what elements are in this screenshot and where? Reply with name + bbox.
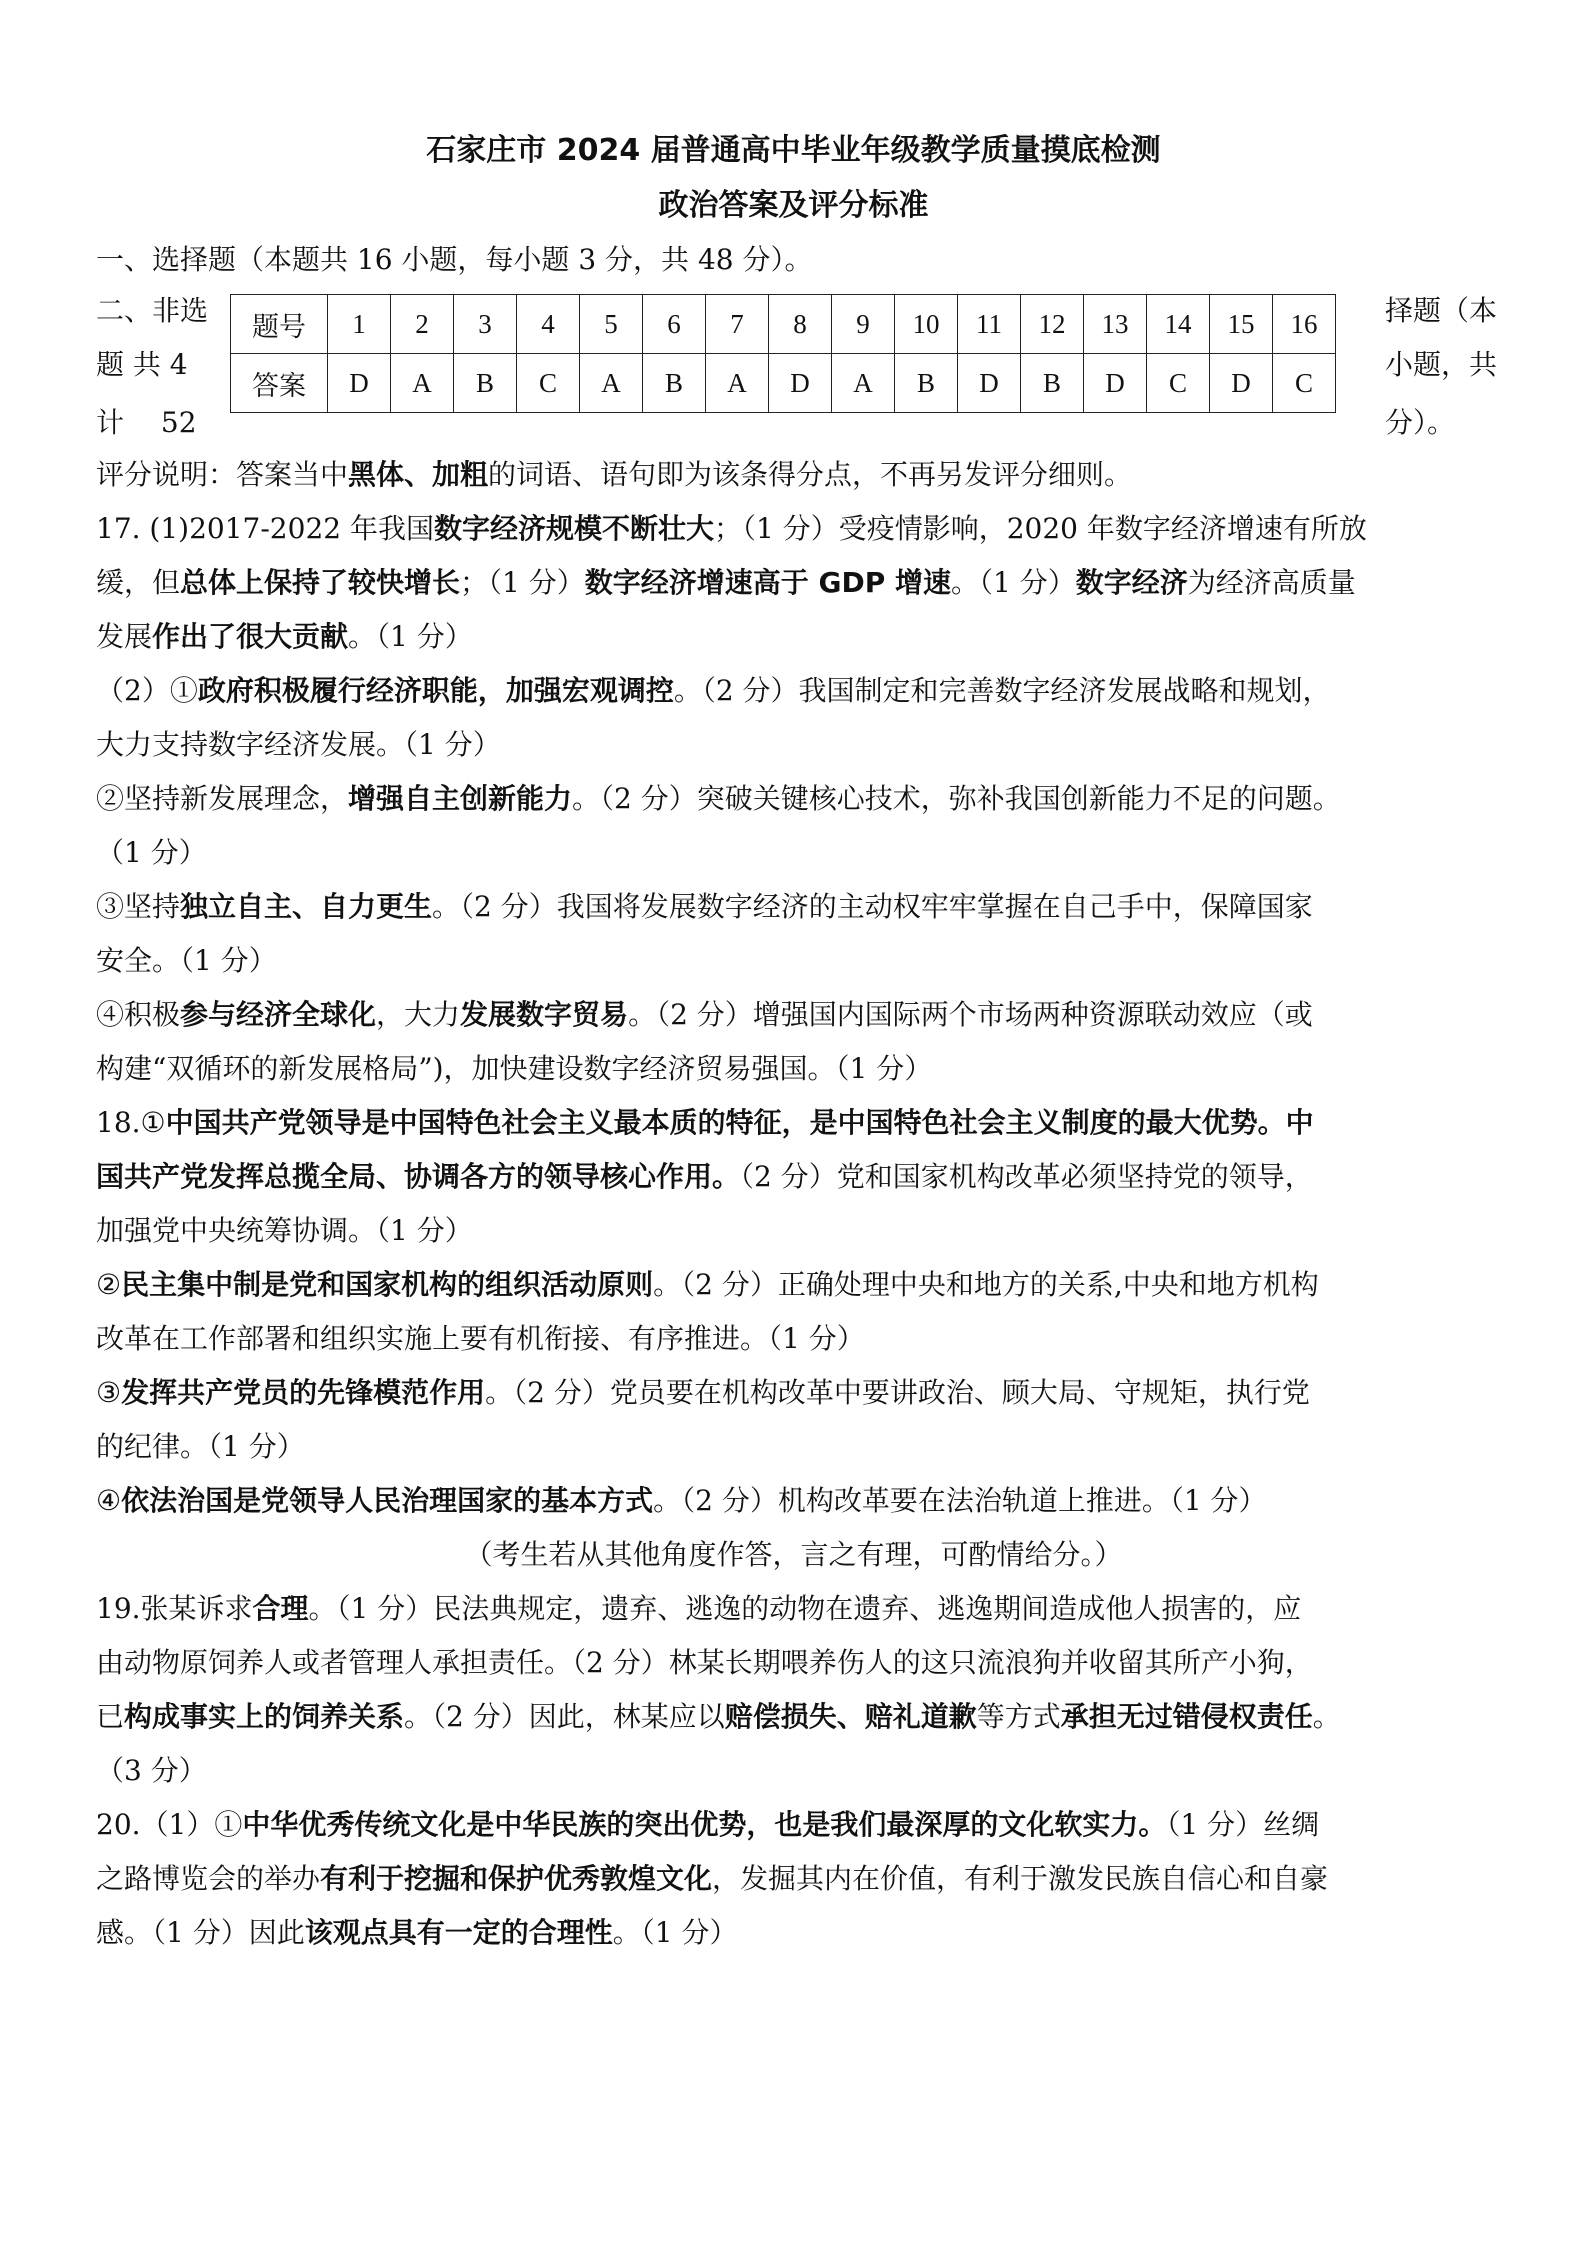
body-text: 改革在工作部署和组织实施上要有机衔接、有序推进。（1 分） [96,1322,865,1355]
key-point-text: 数字经济规模不断壮大 [433,512,714,545]
text-line [96,1591,1496,1627]
body-text: 17. (1)2017-2022 年我国 [96,512,434,545]
question-number-cell: 7 [706,295,769,354]
question-number-cell: 16 [1273,295,1336,354]
answer-cell: D [769,354,832,413]
body-text: 。（2 分）我国将发展数字经济的主动权牢牢掌握在自己手中，保障国家 [432,890,1313,923]
body-text: 的词语、语句即为该条得分点，不再另发评分细则。 [488,458,1133,491]
answer-cell: B [643,354,706,413]
key-point-text: 政府积极履行经济职能，加强宏观调控 [197,674,674,707]
text-line [96,619,1496,655]
key-point-text: 构成事实上的饲养关系 [124,1700,405,1733]
key-point-text: 数字经济 [1075,566,1188,599]
body-text: 。（2 分）增强国内国际两个市场两种资源联动效应（或 [628,998,1313,1031]
answer-cell: B [454,354,517,413]
text-line [96,1807,1496,1843]
key-point-text: 黑体、加粗 [348,458,489,491]
section-2-right-1: 择题（本 [1385,294,1498,327]
text-line [96,1483,1496,1519]
key-point-text: 中华优秀传统文化是中华民族的突出优势，也是我们最深厚的文化软实力。 [242,1808,1167,1841]
text-line [96,1105,1496,1141]
body-text: （1 分）丝绸 [1166,1808,1320,1841]
body-text: 等方式 [976,1700,1061,1733]
body-text: ③ [96,1376,122,1409]
answer-table [230,294,1336,413]
body-text: ② [96,1268,122,1301]
body-text: ③坚持 [96,890,181,923]
body-text: 18.① [96,1106,166,1139]
text-line [96,1753,1496,1789]
body-text: ②坚持新发展理念， [96,782,349,815]
body-text: 。（2 分）党员要在机构改革中要讲政治、顾大局、守规矩，执行党 [485,1376,1310,1409]
body-text: ④积极 [96,998,181,1031]
key-point-text: 独立自主、自力更生 [180,890,433,923]
text-line [96,943,1496,979]
page-title: 石家庄市 2024 届普通高中毕业年级教学质量摸底检测 [426,133,1161,168]
text-line [96,1321,1496,1357]
key-point-text: 数字经济增速高于 GDP 增速 [584,566,951,599]
text-line [96,1645,1496,1681]
body-text: 安全。（1 分） [96,944,277,977]
key-point-text: 作出了很大贡献 [152,620,349,653]
question-number-cell: 5 [580,295,643,354]
body-text: 缓，但 [96,566,181,599]
body-text: 感。（1 分）因此 [96,1916,305,1949]
key-point-text: 依法治国是党领导人民治理国家的基本方式 [121,1484,654,1517]
body-text: 之路博览会的举办 [96,1862,321,1895]
body-text: 。（2 分）正确处理中央和地方的关系,中央和地方机构 [653,1268,1319,1301]
body-text: 为经济高质量 [1187,566,1356,599]
question-number-cell: 8 [769,295,832,354]
key-point-text: 增强自主创新能力 [348,782,573,815]
body-text: 20.（1）① [96,1808,243,1841]
answer-cell: C [517,354,580,413]
body-text: 。（1 分）民法典规定，遗弃、逃逸的动物在遗弃、逃逸期间造成他人损害的，应 [308,1592,1302,1625]
body-text: （3 分） [96,1754,207,1787]
question-number-cell: 15 [1210,295,1273,354]
text-line [96,727,1496,763]
text-line [96,1051,1496,1087]
body-text: ；（1 分） [460,566,585,599]
text-line [96,835,1496,871]
key-point-text: 民主集中制是党和国家机构的组织活动原则 [121,1268,654,1301]
section-1-heading: 一、选择题（本题共 16 小题，每小题 3 分，共 48 分）。 [96,243,813,276]
section-2-right-2: 小题，共 [1385,348,1498,381]
body-text: 。（1 分） [612,1916,738,1949]
answer-cell: A [832,354,895,413]
question-number-cell: 2 [391,295,454,354]
key-point-text: 有利于挖掘和保护优秀敦煌文化 [320,1862,713,1895]
question-number-cell: 14 [1147,295,1210,354]
body-text: 。（1 分） [348,620,473,653]
question-number-cell: 1 [328,295,391,354]
text-line [96,565,1496,601]
question-number-cell: 6 [643,295,706,354]
body-text: 。（2 分）突破关键核心技术，弥补我国创新能力不足的问题。 [572,782,1341,815]
body-text: 发展 [96,620,153,653]
answer-cell: D [958,354,1021,413]
answer-cell: C [1147,354,1210,413]
text-line [96,781,1496,817]
body-text: 评分说明：答案当中 [96,458,349,491]
question-number-cell: 9 [832,295,895,354]
body-text: 的纪律。（1 分） [96,1430,305,1463]
question-number-cell: 13 [1084,295,1147,354]
text-line [96,889,1496,925]
page-subtitle: 政治答案及评分标准 [658,188,929,223]
body-text: （2 分）党和国家机构改革必须坚持党的领导， [740,1160,1313,1193]
text-line [96,1375,1496,1411]
answer-cell: D [1084,354,1147,413]
row-label-number: 题号 [231,295,328,354]
text-line [96,1267,1496,1303]
question-number-cell: 4 [517,295,580,354]
answer-cell: D [1210,354,1273,413]
text-line [96,997,1496,1033]
answer-row [231,354,1336,413]
key-point-text: 承担无过错侵权责任 [1060,1700,1313,1733]
section-2-left-2: 题 共 4 [96,348,188,381]
body-text: 19.张某诉求 [96,1592,253,1625]
key-point-text: 发挥共产党员的先锋模范作用 [121,1376,486,1409]
text-line [96,457,1496,493]
question-number-cell: 3 [454,295,517,354]
text-line [0,1537,1587,1573]
body-text: 。（2 分）我国制定和完善数字经济发展战略和规划， [673,674,1331,707]
answer-cell: A [391,354,454,413]
body-text: ，发掘其内在价值，有利于激发民族自信心和自豪 [712,1862,1329,1895]
key-point-text: 中国共产党领导是中国特色社会主义最本质的特征，是中国特色社会主义制度的最大优势。中 [165,1106,1314,1139]
body-text: 构建“双循环的新发展格局”)，加快建设数字经济贸易强国。（1 分） [96,1052,933,1085]
section-2-right-3: 分）。 [1385,406,1456,439]
text-line [96,1429,1496,1465]
question-number-row [231,295,1336,354]
body-text: ；（1 分）受疫情影响，2020 年数字经济增速有所放 [714,512,1367,545]
body-text: （考生若从其他角度作答，言之有理，可酌情给分。） [464,1538,1123,1571]
question-number-cell: 12 [1021,295,1084,354]
answer-cell: C [1273,354,1336,413]
key-point-text: 参与经济全球化 [180,998,377,1031]
text-line [96,673,1496,709]
body-text: 加强党中央统筹协调。（1 分） [96,1214,473,1247]
key-point-text: 该观点具有一定的合理性 [304,1916,613,1949]
section-2-left-3: 计 52 [96,406,197,439]
answer-cell: A [580,354,643,413]
answer-cell: D [328,354,391,413]
body-text: 大力支持数字经济发展。（1 分） [96,728,501,761]
text-line [96,1159,1496,1195]
body-text: 。（2 分）机构改革要在法治轨道上推进。（1 分） [653,1484,1267,1517]
body-text: ，大力 [376,998,461,1031]
key-point-text: 赔偿损失、赔礼道歉 [724,1700,977,1733]
key-point-text: 发展数字贸易 [460,998,629,1031]
answer-cell: A [706,354,769,413]
text-line [96,1915,1496,1951]
key-point-text: 合理 [252,1592,309,1625]
answer-cell: B [1021,354,1084,413]
question-number-cell: 10 [895,295,958,354]
text-line [96,1699,1496,1735]
key-point-text: 总体上保持了较快增长 [180,566,461,599]
answer-cell: B [895,354,958,413]
body-text: ④ [96,1484,122,1517]
body-text: 。（1 分） [951,566,1076,599]
row-label-answer: 答案 [231,354,328,413]
body-text: 已 [96,1700,125,1733]
body-text: 。（2 分）因此，林某应以 [404,1700,725,1733]
text-line [96,1213,1496,1249]
body-text: 由动物原饲养人或者管理人承担责任。（2 分）林某长期喂养伤人的这只流浪狗并收留其所产小狗， [96,1646,1313,1679]
text-line [96,1861,1496,1897]
key-point-text: 国共产党发挥总揽全局、协调各方的领导核心作用。 [96,1160,741,1193]
section-2-left-1: 二、非选 [96,294,209,327]
question-number-cell: 11 [958,295,1021,354]
text-line [96,511,1496,547]
body-text: 。 [1312,1700,1341,1733]
body-text: （2）① [96,674,198,707]
body-text: （1 分） [96,836,207,869]
